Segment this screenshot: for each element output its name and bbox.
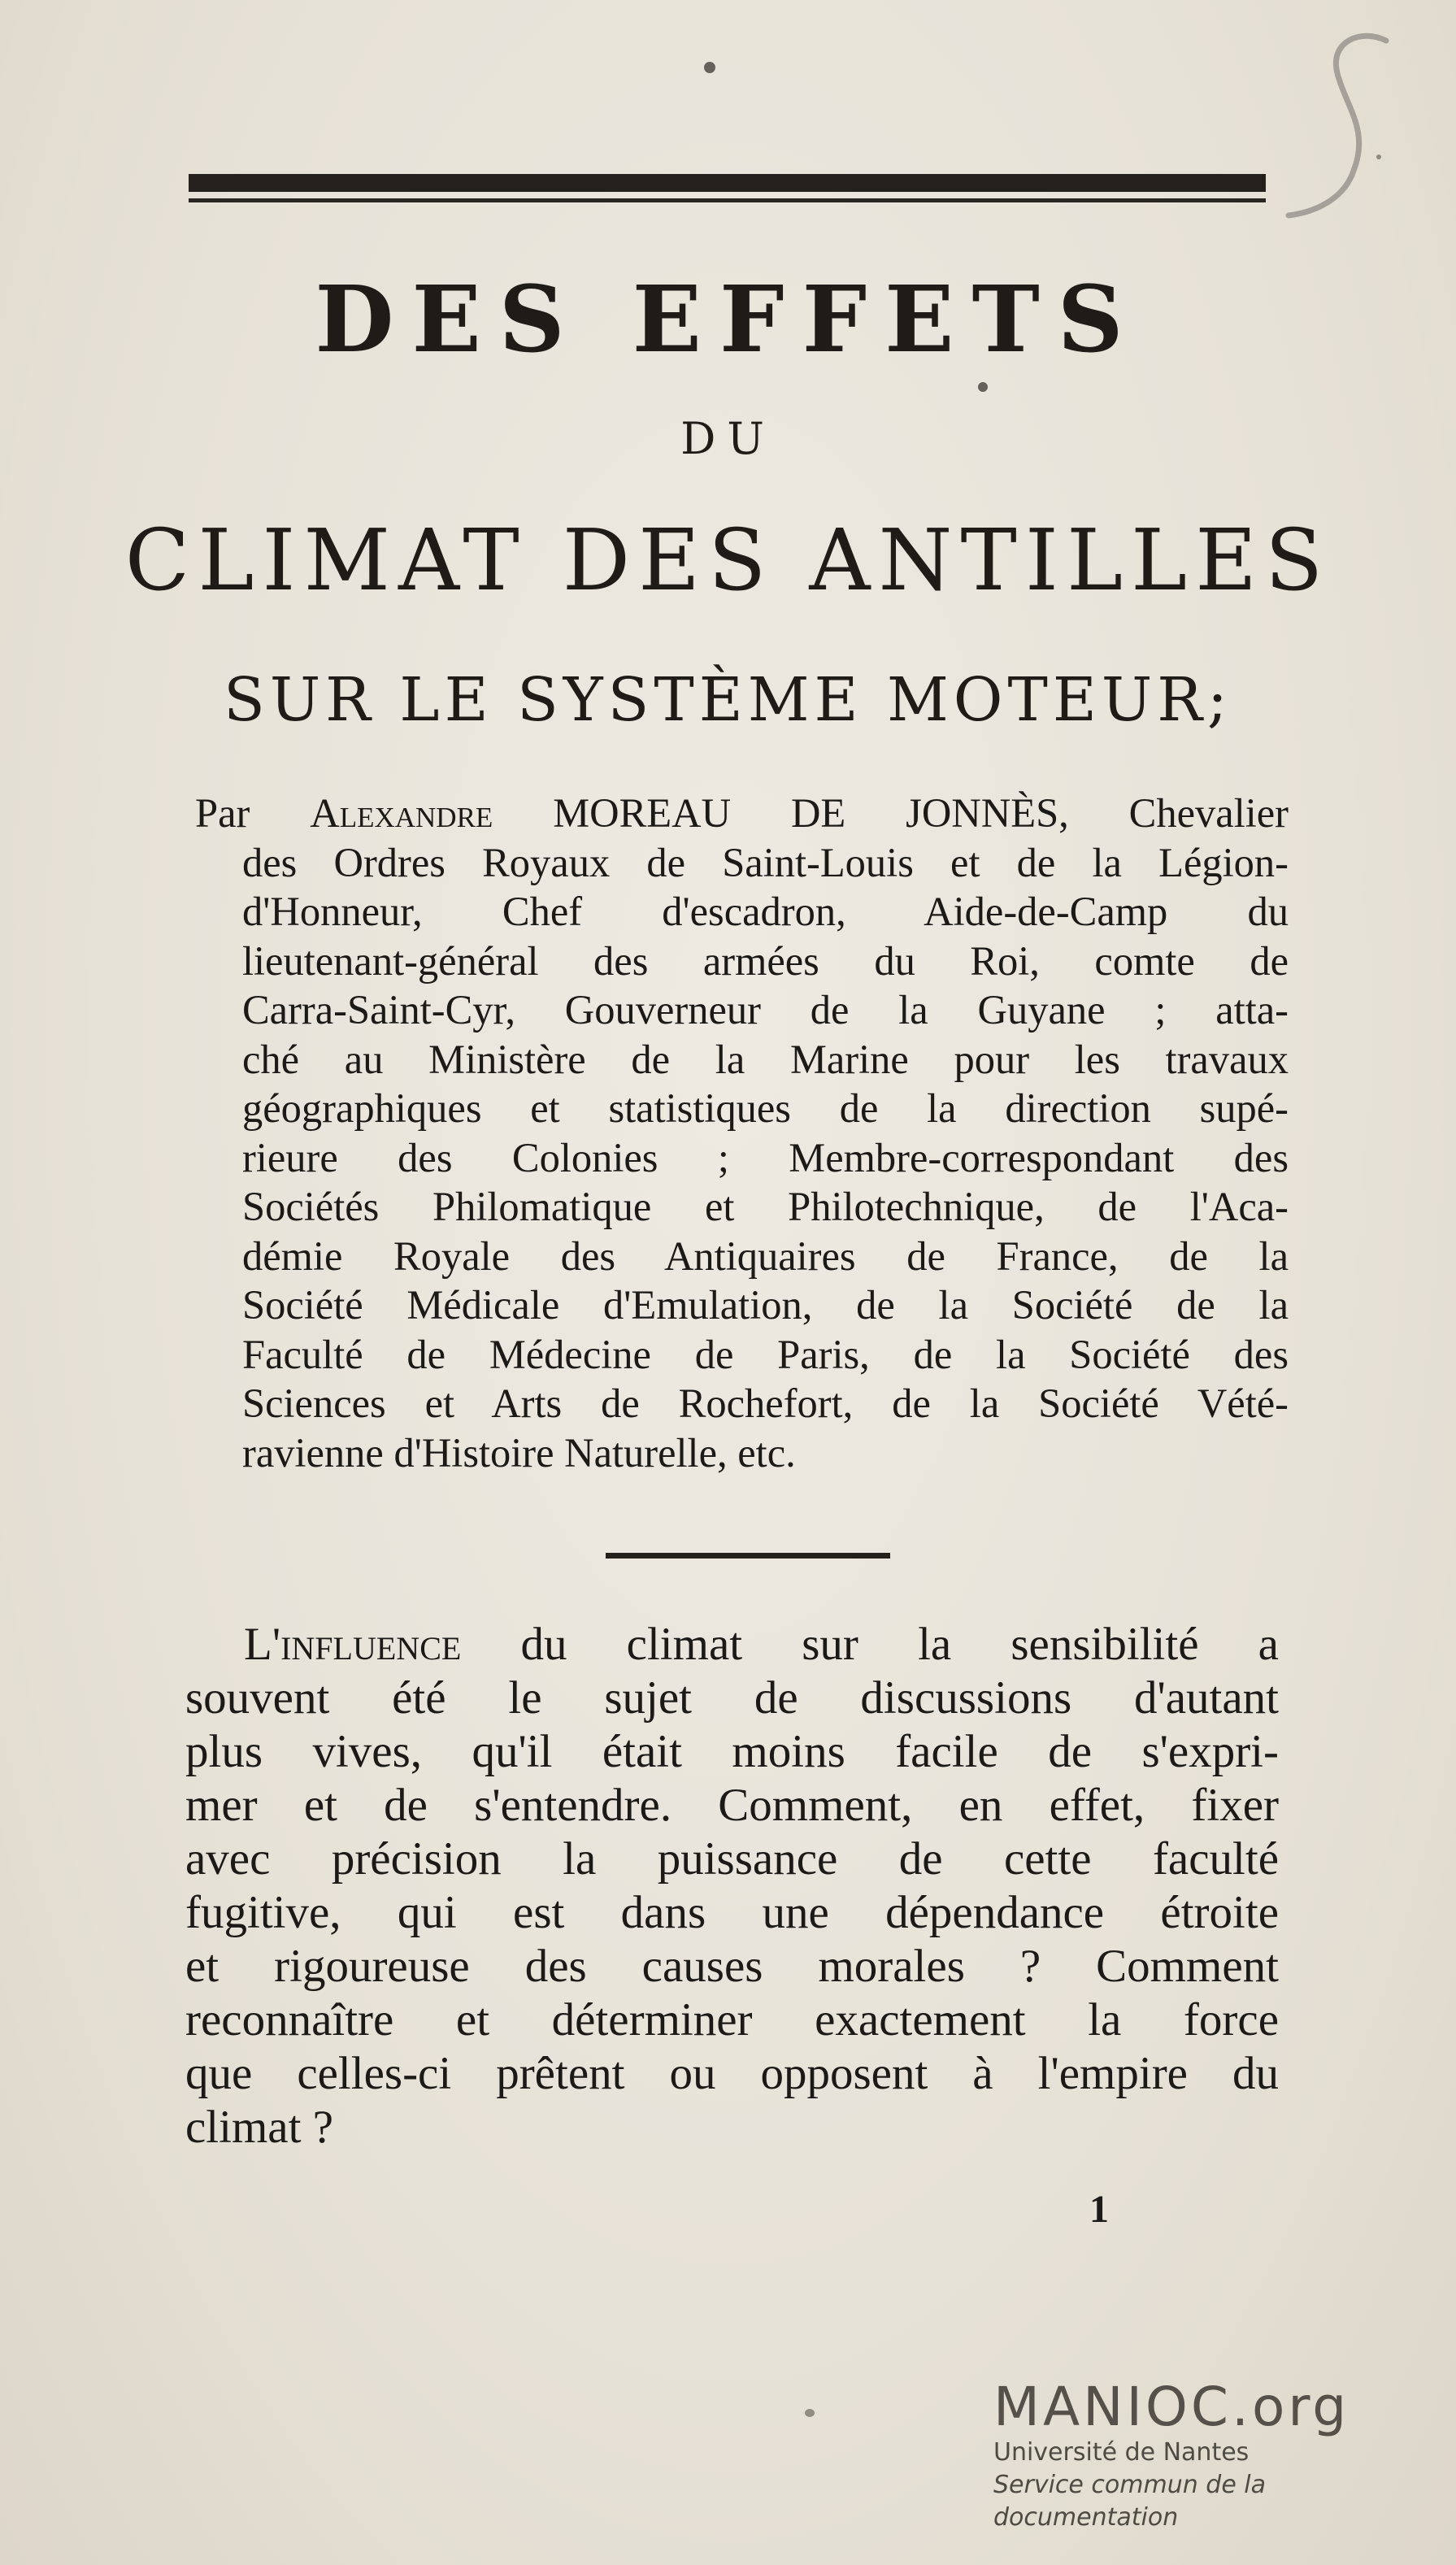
logo-name: MANIOC.org: [993, 2376, 1350, 2438]
logo-department: Service commun de la documentation: [993, 2471, 1267, 2532]
manioc-logo[interactable]: [993, 2378, 1416, 2534]
title-line-2: DU: [680, 413, 776, 464]
body-line: souvent été le sujet de discussions d'autant: [185, 1672, 1279, 1724]
title-line-1: DES EFFETS: [315, 267, 1141, 373]
page-number: 1: [1089, 2188, 1109, 2231]
author-line: d'Honneur, Chef d'escadron, Aide-de-Camp du: [242, 889, 1289, 934]
body-line: avec précision la puissance de cette faculté: [185, 1833, 1279, 1885]
body-first-letter: L': [244, 1619, 281, 1670]
body-first-word: influence: [280, 1619, 462, 1670]
title-line-3: CLIMAT DES ANTILLES: [124, 511, 1332, 610]
body-first-line-rest: du climat sur la sensibilité a: [461, 1619, 1279, 1670]
body-line: et rigoureuse des causes morales ? Comment: [185, 1941, 1279, 1992]
logo-institution: Université de Nantes: [993, 2438, 1250, 2467]
body-line: reconnaître et déterminer exactement la force: [185, 1994, 1279, 2045]
pencil-mark-icon: [1264, 24, 1410, 236]
ink-spot: [805, 2409, 815, 2417]
body-line: fugitive, qui est dans une dépendance étroite: [185, 1887, 1279, 1938]
author-first-name: Alexandre: [310, 790, 493, 836]
body-line: mer et de s'entendre. Comment, en effet, fixer: [185, 1780, 1279, 1831]
author-line: rieure des Colonies ; Membre-correspondant des: [242, 1134, 1289, 1180]
author-line: [195, 789, 1289, 838]
author-prefix: Par: [195, 790, 311, 836]
author-line: lieutenant-général des armées du Roi, comte de: [242, 937, 1289, 984]
author-paragraph: [195, 789, 1289, 1477]
title-line-4: SUR LE SYSTÈME MOTEUR;: [224, 665, 1232, 735]
ink-spot: [978, 382, 988, 392]
author-line: Carra-Saint-Cyr, Gouverneur de la Guyane ; atta-: [242, 987, 1289, 1033]
author-line: Société Médicale d'Emulation, de la Société de la: [242, 1282, 1289, 1328]
author-line: ravienne d'Histoire Naturelle, etc.: [242, 1429, 796, 1476]
body-line: climat ?: [185, 2102, 333, 2153]
author-line: Sociétés Philomatique et Philotechnique, de l'Aca-: [242, 1184, 1289, 1229]
author-line: Faculté de Médecine de Paris, de la Société des: [242, 1331, 1289, 1377]
header-double-rule: [189, 174, 1266, 208]
body-line: [185, 1618, 1279, 1672]
author-line: démie Royale des Antiquaires de France, de la: [242, 1233, 1289, 1279]
body-paragraph: [185, 1618, 1279, 2154]
body-line: que celles-ci prêtent ou opposent à l'empire du: [185, 2048, 1279, 2099]
ink-spot: [704, 62, 715, 73]
author-line: ché au Ministère de la Marine pour les travaux: [242, 1036, 1289, 1082]
body-line: plus vives, qu'il était moins facile de s'expri-: [185, 1726, 1279, 1777]
author-line: Sciences et Arts de Rochefort, de la Société Vété-: [242, 1380, 1289, 1426]
author-line: des Ordres Royaux de Saint-Louis et de la Légion-: [242, 839, 1289, 885]
section-separator-rule: [606, 1553, 890, 1559]
author-surname-title: MOREAU DE JONNÈS, Chevalier: [493, 790, 1289, 836]
author-line: géographiques et statistiques de la direction supé-: [242, 1085, 1289, 1131]
